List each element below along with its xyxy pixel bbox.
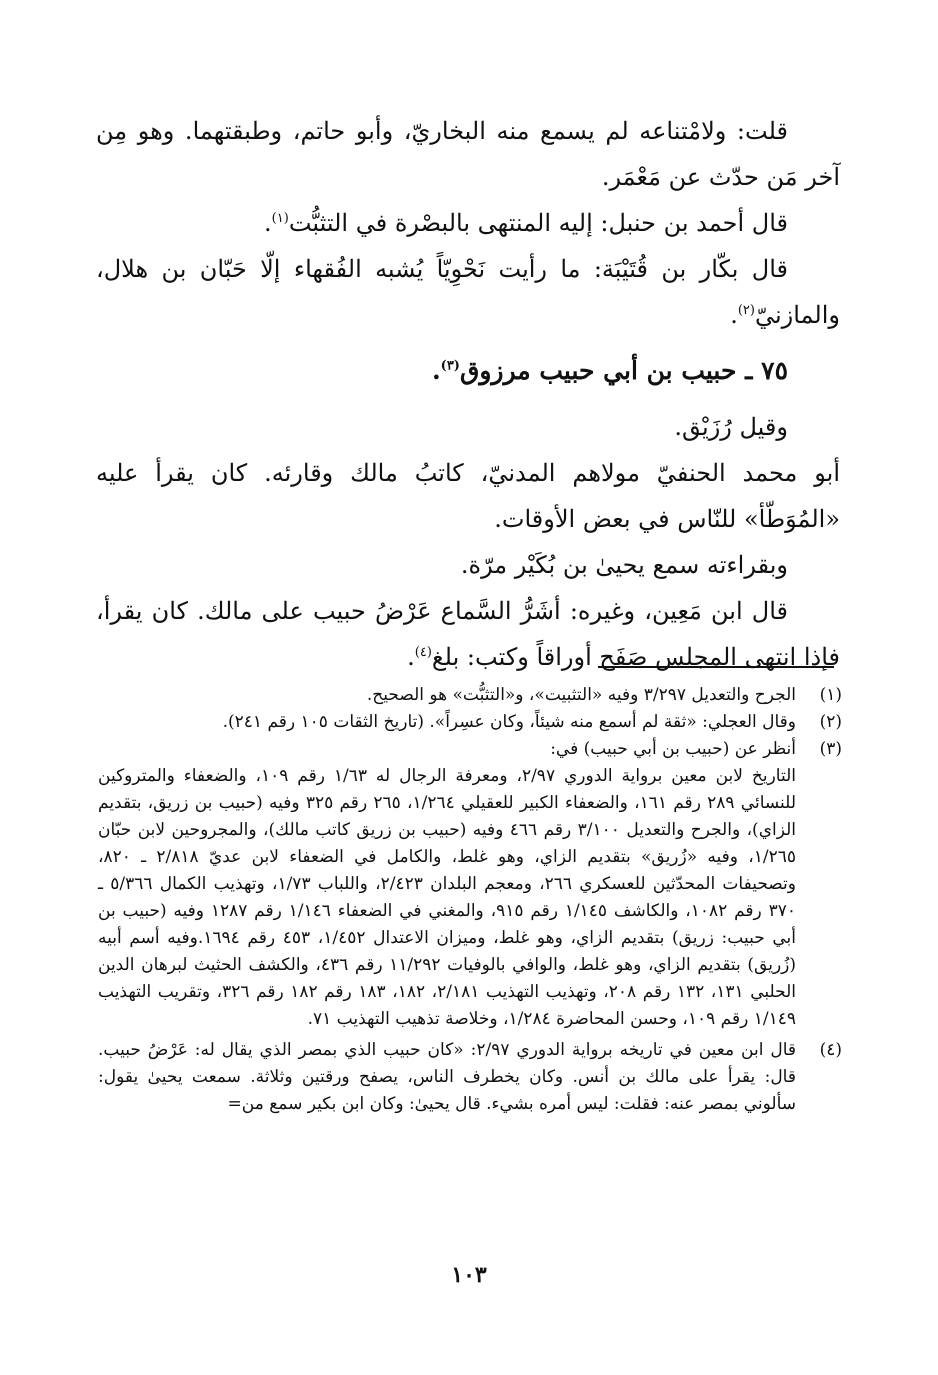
entry-heading-text: ٧٥ ـ حبيب بن أبي حبيب مرزوق (459, 356, 788, 385)
paragraph-5-text: أبو محمد الحنفيّ مولاهم المدنيّ، كاتبُ مالك وقارئه. كان يقرأ عليه «المُوَطّأ» للنّاس في بعض الأوقات. (96, 459, 840, 533)
entry-heading (96, 348, 840, 394)
footnote-3-number: (٣) (819, 739, 842, 759)
footnote-1-number: (١) (819, 685, 842, 705)
footnote-3 (98, 736, 842, 763)
footnote-divider (598, 666, 834, 668)
paragraph-2-text: قال أحمد بن حنبل: إليه المنتهى بالبصْرة في التثبُّت (288, 209, 788, 237)
entry-heading-end: . (431, 356, 441, 385)
footnotes-section (98, 682, 842, 1118)
paragraph-7-end: . (407, 643, 415, 671)
paragraph-6-text: وبقراءته سمع يحيىٰ بن بُكَيْر مرّة. (460, 551, 788, 579)
footnote-2 (98, 709, 842, 736)
footnote-3-body: التاريخ لابن معين برواية الدوري ٢/٩٧، ومعرفة الرجال له ١/٦٣ رقم ١٠٩، والضعفاء والمتروكين للنسائي ٢٨٩ رقم ١٦١، والضعفاء الكبير للعقيلي ١/٢٦٤، ٢٦٥ رقم ٣٢٥ وفيه (حبيب بن زريق، بتقديم الزاي)، والجرح والتعديل ٣/١٠٠ رقم ٤٦٦ وفيه (حبيب بن زريق كاتب مالك)، والمجروحين لابن حبّان ١/٢٦٥، وفيه «زُريق» بتقديم الزاي، وهو غلط، والكامل في الضعفاء لابن عديّ ٢/٨١٨ ـ ٨٢٠، وتصحيفات المحدّثين للعسكري ٢٦٦، ومعجم البلدان ٢/٤٢٣، واللباب ١/٧٣، وتهذيب الكمال ٥/٣٦٦ ـ ٣٧٠ رقم ١٠٨٢، والكاشف ١/١٤٥ رقم ٩١٥، والمغني في الضعفاء ١/١٤٦ رقم ١٢٨٧ وفيه (حبيب بن أبي حبيب: زريق) بتقديم الزاي، وهو غلط، وميزان الاعتدال ١/٤٥٢، ٤٥٣ رقم ١٦٩٤.وفيه أسم أبيه (زُريق) بتقديم الزاي، وهو غلط، والوافي بالوفيات ١١/٢٩٢ رقم ٤٣٦، والكشف الحثيث لبرهان الدين الحلبي ١٣١، ١٣٢ رقم ٢٠٨، وتهذيب التهذيب ٢/١٨١، ١٨٢، ١٨٣ رقم ١٨٢ رقم ٣٢٦، وتقريب التهذيب ١/١٤٩ رقم ١٠٩، وحسن المحاضرة ١/٢٨٤، وخلاصة تذهيب التهذيب ٧١. (98, 766, 797, 1029)
paragraph-3-text: قال بكّار بن قُتَيْبَة: ما رأيت نَحْوِيّاً يُشبه الفُقهاء إلّا حَبّان بن هلال، والمازنيّ (96, 255, 840, 329)
footnote-1-text: الجرح والتعديل ٣/٢٩٧ وفيه «التثبيت»، و«التثبُّت» هو الصحيح. (366, 685, 796, 705)
paragraph-3-end: . (730, 301, 738, 329)
paragraph-2 (96, 200, 840, 246)
footnote-ref-2[interactable]: (٢) (737, 303, 755, 318)
footnote-4-text: قال ابن معين في تاريخه برواية الدوري ٢/٩٧: «كان حبيب الذي بمصر الذي يقال له: عَرْضُ حبيب. قال: يقرأ على مالك بن أنس. وكان يخطرف الناس، يصفح ورقتين وثلاثة. سمعت يحيىٰ يقول: سألوني بمصر عنه: فقلت: ليس أمره بشيء. قال يحيىٰ: وكان ابن بكير سمع من= (98, 1040, 796, 1114)
footnote-3-text: أنظر عن (حبيب بن أبي حبيب) في: (550, 739, 796, 759)
footnote-ref-4[interactable]: (٤) (414, 645, 432, 660)
paragraph-4-text: وقيل رُزَيْق. (674, 413, 788, 441)
paragraph-5 (96, 450, 840, 542)
footnote-ref-1[interactable]: (١) (271, 211, 289, 226)
footnote-4-number: (٤) (819, 1040, 842, 1060)
paragraph-6 (96, 542, 840, 588)
paragraph-2-end: . (264, 209, 272, 237)
main-text-body (96, 108, 840, 680)
page-number: ١٠٣ (451, 1262, 487, 1288)
footnote-2-text: وقال العجلي: «ثقة لم أسمع منه شيئاً، وكان عسِراً». (تاريخ الثقات ١٠٥ رقم ٢٤١). (222, 712, 796, 732)
footnote-ref-3[interactable]: (٣) (440, 358, 460, 374)
paragraph-4 (96, 404, 840, 450)
paragraph-7-text: قال ابن مَعِين، وغيره: أشَرُّ السَّماع عَرْضُ حبيب على مالك. كان يقرأ، فإذا انتهى المجلس صَفَح أوراقاً وكتب: بلغ (96, 597, 840, 671)
paragraph-3 (96, 246, 840, 338)
paragraph-1 (96, 108, 840, 200)
footnote-1 (98, 682, 842, 709)
footnote-4 (98, 1037, 842, 1118)
paragraph-1-text: قلت: ولامْتناعه لم يسمع منه البخاريّ، وأبو حاتم، وطبقتهما. وهو مِن آخر مَن حدّث عن مَعْمَر. (96, 117, 840, 191)
footnote-2-number: (٢) (819, 712, 842, 732)
